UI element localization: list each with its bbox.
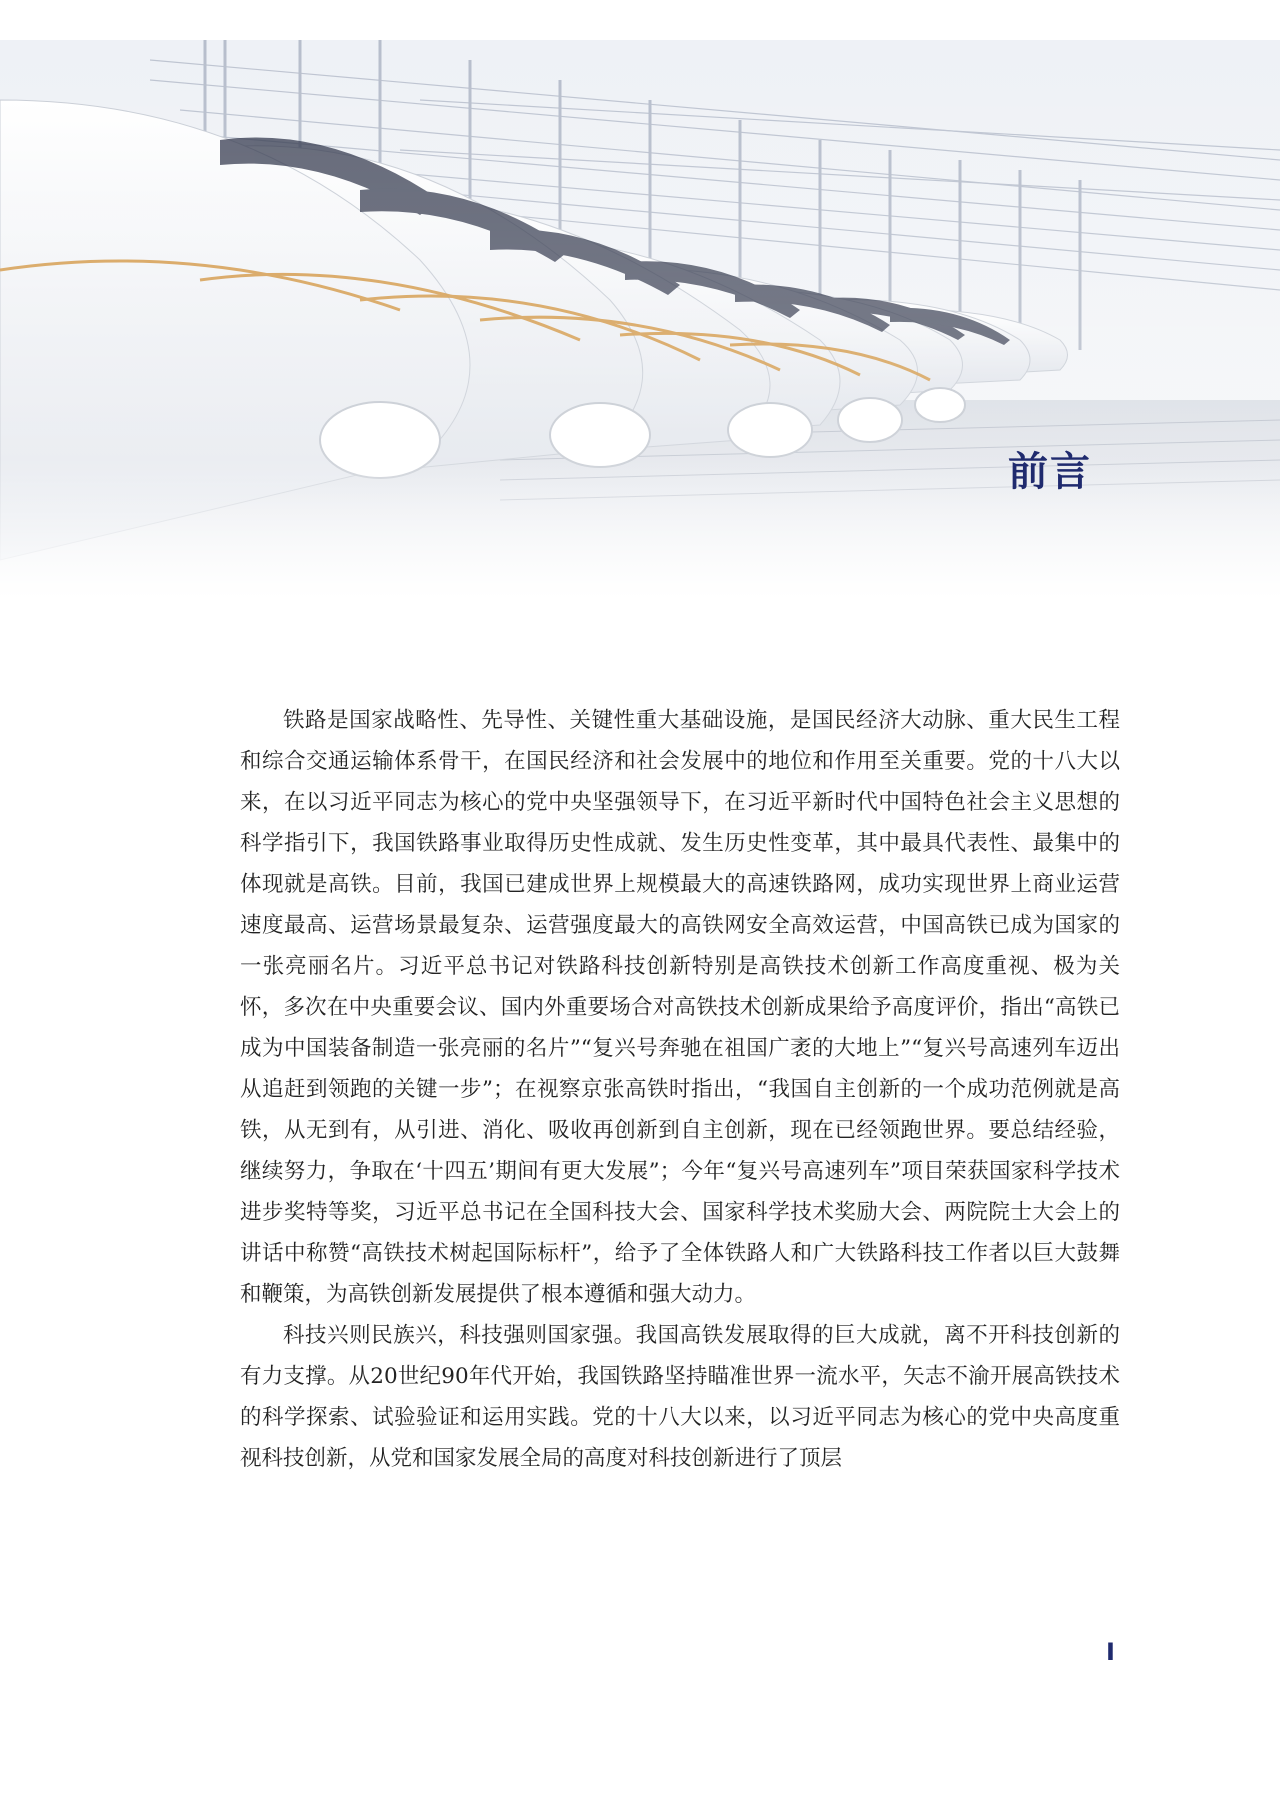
high-speed-train-lineup-image (0, 40, 1280, 600)
paragraph: 铁路是国家战略性、先导性、关键性重大基础设施，是国民经济大动脉、重大民生工程和综合交通运输体系骨干，在国民经济和社会发展中的地位和作用至关重要。党的十八大以来，在以习近平同志为核心的党中央坚强领导下，在习近平新时代中国特色社会主义思想的科学指引下，我国铁路事业取得历史性成就、发生历史性变革，其中最具代表性、最集中的体现就是高铁。目前，我国已建成世界上规模最大的高速铁路网，成功实现世界上商业运营速度最高、运营场景最复杂、运营强度最大的高铁网安全高效运营，中国高铁已成为国家的一张亮丽名片。习近平总书记对铁路科技创新特别是高铁技术创新工作高度重视、极为关怀，多次在中央重要会议、国内外重要场合对高铁技术创新成果给予高度评价，指出“高铁已成为中国装备制造一张亮丽的名片”“复兴号奔驰在祖国广袤的大地上”“复兴号高速列车迈出从追赶到领跑的关键一步”；在视察京张高铁时指出，“我国自主创新的一个成功范例就是高铁，从无到有，从引进、消化、吸收再创新到自主创新，现在已经领跑世界。要总结经验，继续努力，争取在‘十四五’期间有更大发展”；今年“复兴号高速列车”项目荣获国家科学技术进步奖特等奖，习近平总书记在全国科技大会、国家科学技术奖励大会、两院院士大会上的讲话中称赞“高铁技术树起国际标杆”，给予了全体铁路人和广大铁路科技工作者以巨大鼓舞和鞭策，为高铁创新发展提供了根本遵循和强大动力。 (240, 708, 1120, 1307)
header-train-image (0, 40, 1280, 600)
page-title: 前言 (1008, 449, 1092, 495)
body-text (240, 700, 1120, 1479)
paragraph: 科技兴则民族兴，科技强则国家强。我国高铁发展取得的巨大成就，离不开科技创新的有力支撑。从20世纪90年代开始，我国铁路坚持瞄准世界一流水平，矢志不渝开展高铁技术的科学探索、试验验证和运用实践。党的十八大以来，以习近平同志为核心的党中央高度重视科技创新，从党和国家发展全局的高度对科技创新进行了顶层 (240, 1323, 1120, 1471)
page-number: I (1106, 1638, 1115, 1666)
